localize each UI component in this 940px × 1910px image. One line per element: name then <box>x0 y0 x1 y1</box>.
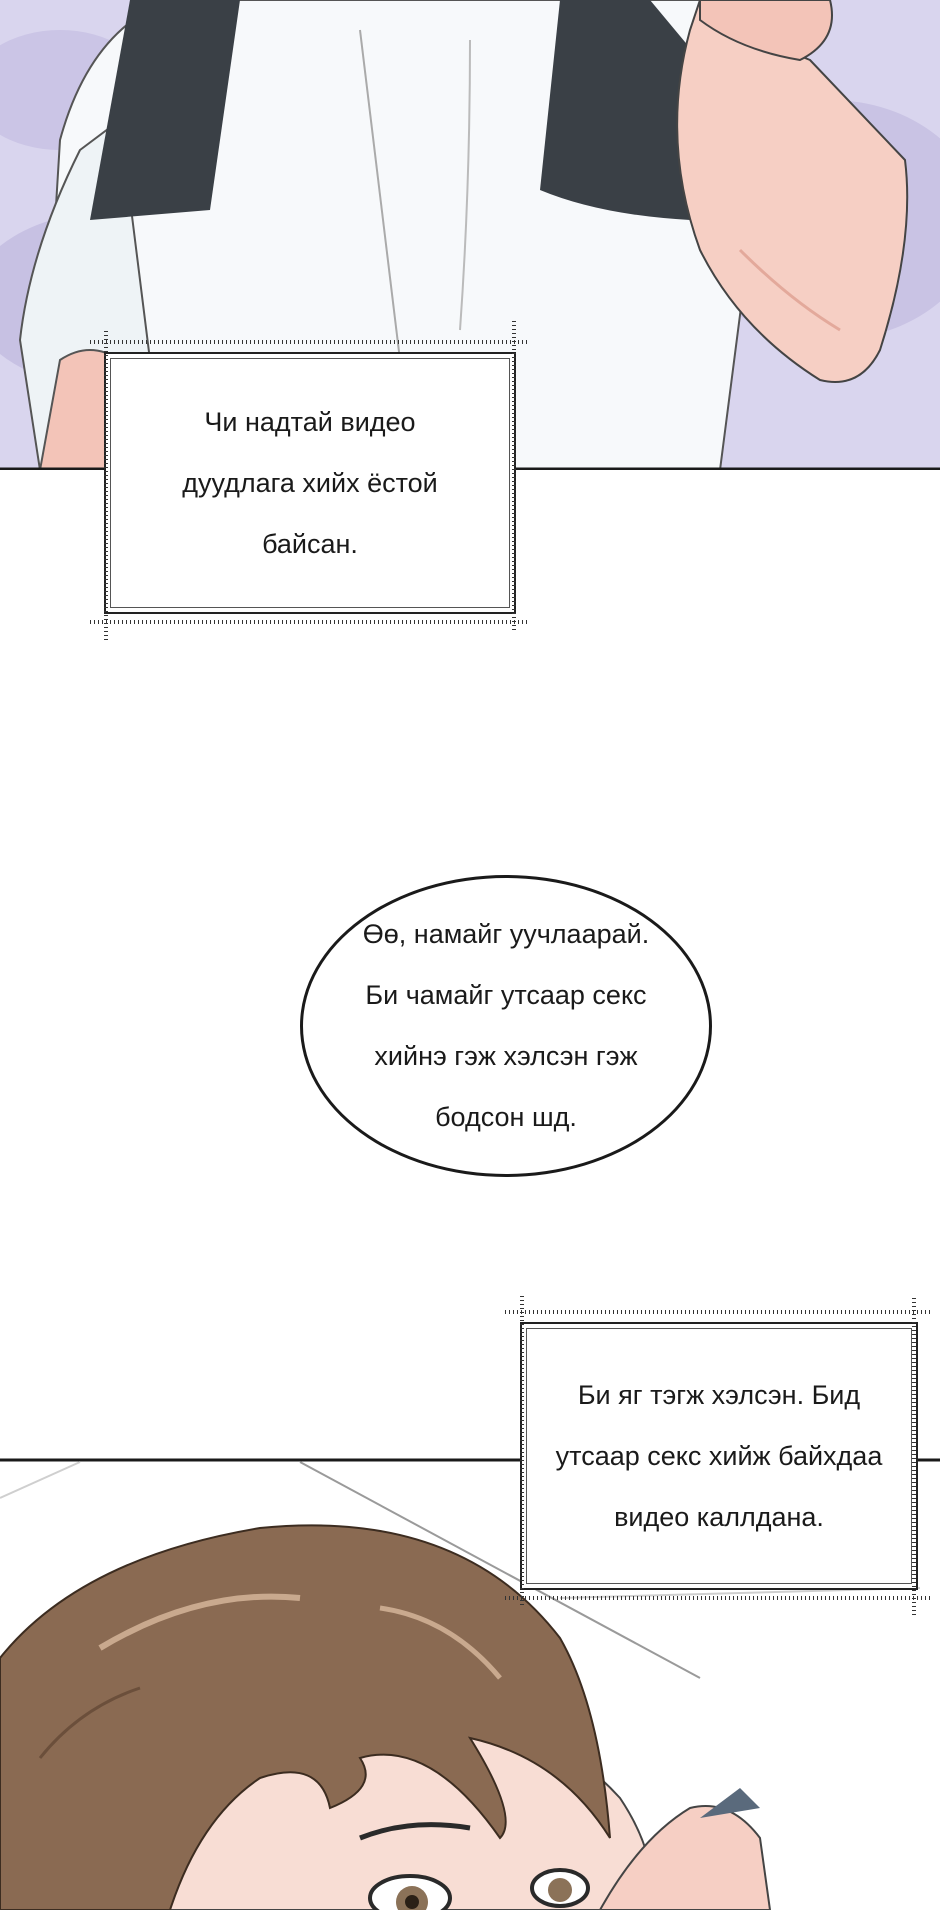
caption-line: байсан. <box>262 528 358 559</box>
bubble-line: Өө, намайг уучлаарай. <box>362 919 650 949</box>
bubble-line: бодсон шд. <box>435 1102 577 1132</box>
caption-hatch-decoration <box>90 340 530 344</box>
caption-hatch-decoration <box>505 1310 930 1314</box>
caption-hatch-decoration <box>520 1295 524 1605</box>
caption-line: видео каллдана. <box>614 1501 824 1532</box>
caption-line: Чи надтай видео <box>204 406 416 437</box>
caption-hatch-decoration <box>512 320 516 630</box>
caption-hatch-decoration <box>90 620 530 624</box>
speech-bubble <box>300 875 712 1177</box>
caption-text-top <box>104 352 516 614</box>
caption-box-top <box>104 352 516 614</box>
caption-line: утсаар секс хийж байхдаа <box>555 1440 883 1471</box>
caption-line: Би яг тэгж хэлсэн. Бид <box>577 1379 861 1410</box>
bubble-line: хийнэ гэж хэлсэн гэж <box>374 1041 638 1071</box>
caption-hatch-decoration <box>912 1295 916 1615</box>
caption-hatch-decoration <box>505 1596 930 1600</box>
caption-box-bottom <box>520 1322 918 1590</box>
caption-line: дуудлага хийх ёстой <box>182 467 438 498</box>
bubble-line: Би чамайг утсаар секс <box>365 980 647 1010</box>
caption-hatch-decoration <box>104 330 108 640</box>
caption-text-bottom <box>520 1322 918 1590</box>
